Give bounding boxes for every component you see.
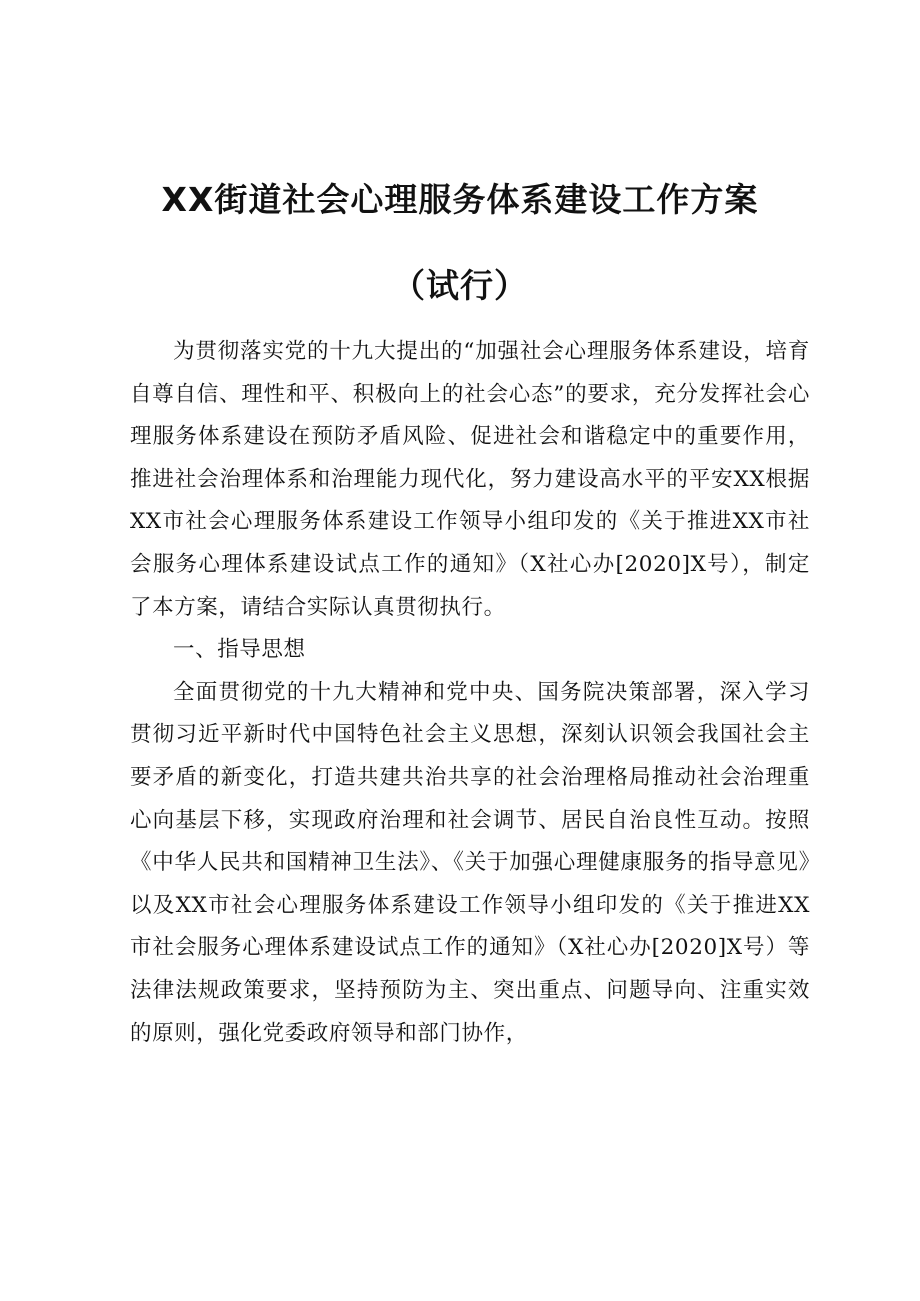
- guiding-ideology-paragraph: 全面贯彻党的十九大精神和党中央、国务院决策部署，深入学习贯彻习近平新时代中国特色社会主义思想，深刻认识领会我国社会主要矛盾的新变化，打造共建共治共享的社会治理格局推动社会治理重心向基层下移，实现政府治理和社会调节、居民自治良性互动。按照《中华人民共和国精神卫生法》、《关于加强心理健康服务的指导意见》以及XX市社会心理服务体系建设工作领导小组印发的《关于推进XX市社会服务心理体系建设试点工作的通知》（X社心办[2020]X号）等法律法规政策要求，坚持预防为主、突出重点、问题导向、注重实效的原则，强化党委政府领导和部门协作，: [130, 679, 810, 1046]
- document-subtitle: （试行）: [392, 266, 528, 305]
- intro-paragraph: 为贯彻落实党的十九大提出的“加强社会心理服务体系建设，培育自尊自信、理性和平、积极向上的社会心态”的要求，充分发挥社会心理服务体系建设在预防矛盾风险、促进社会和谐稳定中的重要作用，推进社会治理体系和治理能力现代化，努力建设高水平的平安XX根据XX市社会心理服务体系建设工作领导小组印发的《关于推进XX市社会服务心理体系建设试点工作的通知》（X社心办[2020]X号），制定了本方案，请结合实际认真贯彻执行。: [130, 339, 810, 620]
- document-body: [130, 331, 810, 1055]
- section-heading-guiding-ideology: 一、指导思想: [173, 637, 306, 663]
- document-title: XX街道社会心理服务体系建设工作方案: [161, 180, 759, 219]
